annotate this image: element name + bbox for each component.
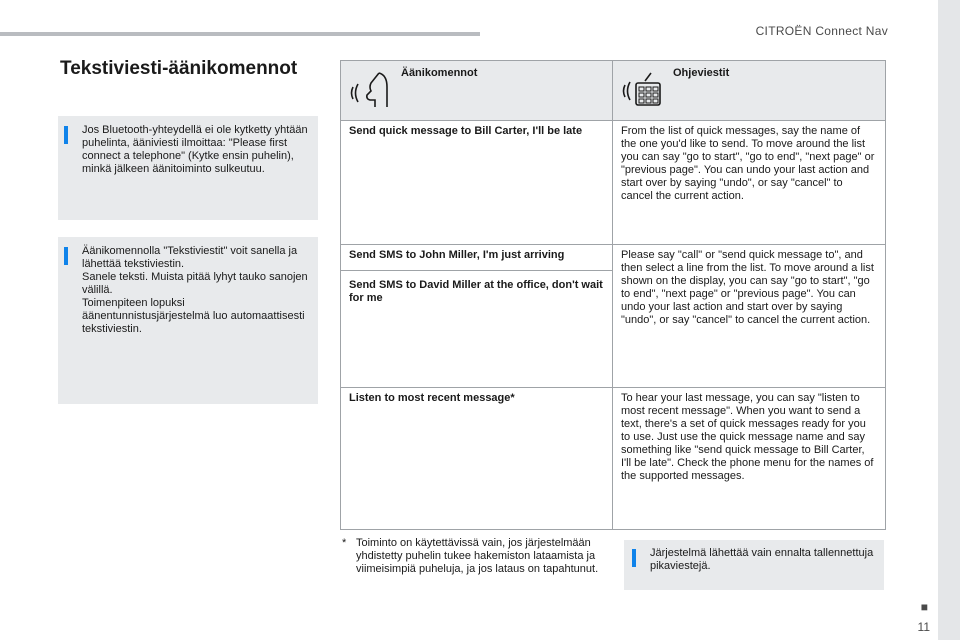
help-cell: Please say "call" or "send quick message to", and then select a line from the list. To move around a list shown on the display, you can say "go to start", "go to end", "next page" or "previous page". You can undo your last action and start over by saying "undo", or say "cancel" to cancel the current action. [613, 245, 886, 388]
voice-command-table [340, 60, 886, 530]
footnote-marker: * [342, 537, 347, 549]
command-cell [341, 245, 613, 388]
header-title: CITROËN Connect Nav [755, 24, 888, 38]
footnote [340, 537, 610, 576]
help-cell: To hear your last message, you can say "listen to most recent message". When you want to send a text, there's a set of quick messages ready for you to use. Just use the quick message name and say something like "send quick message to Bill Carter, I'll be late". Check the phone menu for the names of the supported messages. [613, 388, 886, 530]
info-box-quick-messages [624, 540, 884, 590]
info-text: Äänikomennolla "Tekstiviestit" voit sanella ja lähettää tekstiviestin. Sanele teksti. Muista pitää lyhyt tauko sanojen välillä. Toimenpiteen lopuksi äänentunnistusjärjestelmä luo automaattisesti tekstiviestin. [82, 245, 308, 335]
header-help-messages [613, 61, 886, 121]
header-label: Ohjeviestit [673, 67, 730, 79]
voice-command-icon [349, 69, 395, 111]
info-box-bluetooth [58, 116, 318, 220]
table-row [341, 388, 886, 530]
info-text: Järjestelmä lähettää vain ennalta tallennettuja pikaviestejä. [650, 547, 874, 572]
page-title: Tekstiviesti-äänikomennot [60, 58, 298, 79]
page-end-marker: ■ [920, 600, 928, 614]
table-row [341, 245, 886, 388]
page-edge-strip [938, 0, 960, 640]
page-number: 11 [917, 620, 930, 634]
header-voice-commands [341, 61, 613, 121]
table-row [341, 121, 886, 245]
command-text: Send quick message to Bill Carter, I'll be late [349, 125, 583, 137]
info-marker-icon [64, 126, 68, 144]
help-cell: From the list of quick messages, say the name of the one you'd like to send. To move around the list you can say "go to start", "go to end", "next page" or "previous page". You can undo your last action and start over by saying "undo", or say "cancel" to cancel the current action. [613, 121, 886, 245]
command-cell [341, 388, 613, 530]
command-text: Send SMS to David Miller at the office, don't wait for me [341, 270, 612, 305]
info-marker-icon [64, 247, 68, 265]
info-text: Jos Bluetooth-yhteydellä ei ole kytketty yhtään puhelinta, ääniviesti ilmoittaa: "Please first connect a telephone" (Kytke ensin puhelin), minkä jälkeen äänitoiminto sulkeutuu. [82, 124, 308, 175]
help-message-icon [621, 69, 667, 111]
header-label: Äänikomennot [401, 67, 478, 79]
info-box-dictation [58, 237, 318, 404]
command-cell [341, 121, 613, 245]
table-header-row [341, 61, 886, 121]
header-rule [0, 32, 480, 36]
command-text: Send SMS to John Miller, I'm just arriving [349, 249, 565, 261]
info-marker-icon [632, 549, 636, 567]
command-text: Listen to most recent message* [349, 392, 515, 404]
footnote-text: Toiminto on käytettävissä vain, jos järjestelmään yhdistetty puhelin tukee hakemiston lataamista ja viimeisimpiä puheluja, ja jos lataus on tapahtunut. [356, 537, 599, 575]
